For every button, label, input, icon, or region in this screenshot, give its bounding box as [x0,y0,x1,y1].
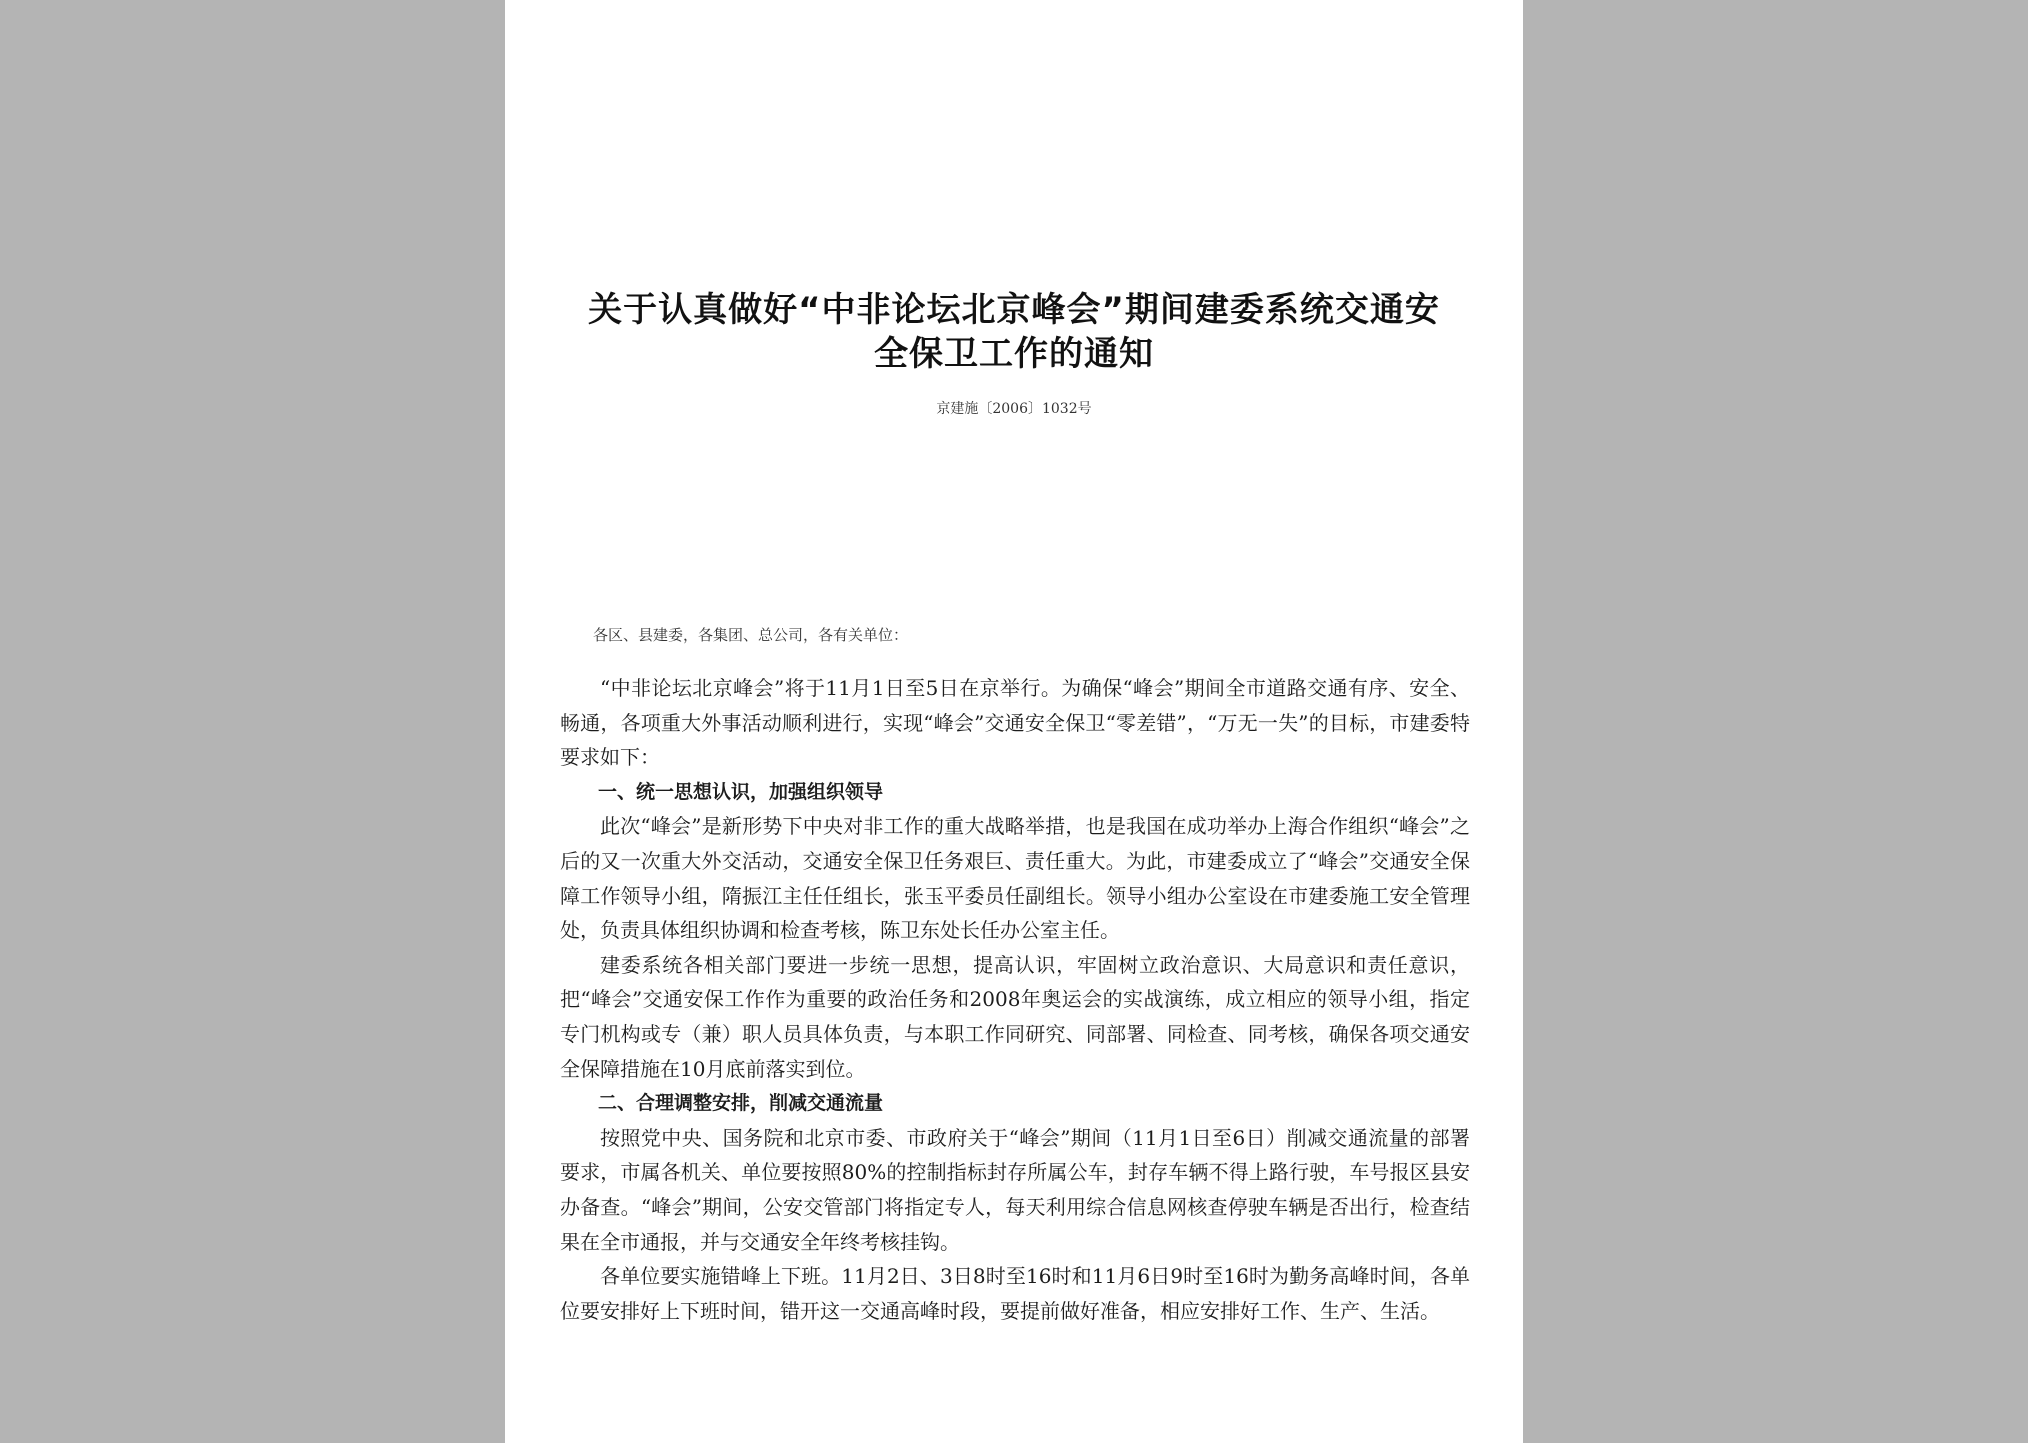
paragraph: 各单位要实施错峰上下班。11月2日、3日8时至16时和11月6日9时至16时为勤务高峰时间，各单位要安排好上下班时间，错开这一交通高峰时段，要提前做好准备，相应安排好工作、生产、生活。 [560,1264,1470,1323]
document-title [505,288,1523,376]
document-body [560,671,1470,1328]
title-line-2: 全保卫工作的通知 [874,334,1154,374]
paragraph: 按照党中央、国务院和北京市委、市政府关于“峰会”期间（11月1日至6日）削减交通流量的部署要求，市属各机关、单位要按照80%的控制指标封存所属公车，封存车辆不得上路行驶，车号报区县安办备查。“峰会”期间，公安交管部门将指定专人，每天利用综合信息网核查停驶车辆是否出行，检查结果在全市通报，并与交通安全年终考核挂钩。 [560,1125,1470,1254]
addressee-line: 各区、县建委，各集团、总公司，各有关单位： [593,626,909,644]
document-page [505,0,1523,1443]
paragraph: 此次“峰会”是新形势下中央对非工作的重大战略举措，也是我国在成功举办上海合作组织“峰会”之后的又一次重大外交活动，交通安全保卫任务艰巨、责任重大。为此，市建委成立了“峰会”交通安全保障工作领导小组，隋振江主任任组长，张玉平委员任副组长。领导小组办公室设在市建委施工安全管理处，负责具体组织协调和检查考核，陈卫东处长任办公室主任。 [560,814,1470,943]
title-line-1: 关于认真做好“中非论坛北京峰会”期间建委系统交通安 [588,290,1440,330]
section-heading-1: 一、统一思想认识，加强组织领导 [598,780,884,803]
document-number: 京建施〔2006〕1032号 [936,401,1092,417]
section-heading-2: 二、合理调整安排，削减交通流量 [598,1092,884,1115]
paragraph: 建委系统各相关部门要进一步统一思想，提高认识，牢固树立政治意识、大局意识和责任意识，把“峰会”交通安保工作作为重要的政治任务和2008年奥运会的实战演练，成立相应的领导小组，指定专门机构或专（兼）职人员具体负责，与本职工作同研究、同部署、同检查、同考核，确保各项交通安全保障措施在10月底前落实到位。 [560,952,1470,1081]
paragraph-intro: “中非论坛北京峰会”将于11月1日至5日在京举行。为确保“峰会”期间全市道路交通有序、安全、畅通，各项重大外事活动顺利进行，实现“峰会”交通安全保卫“零差错”，“万无一失”的目标，市建委特要求如下： [560,676,1470,770]
